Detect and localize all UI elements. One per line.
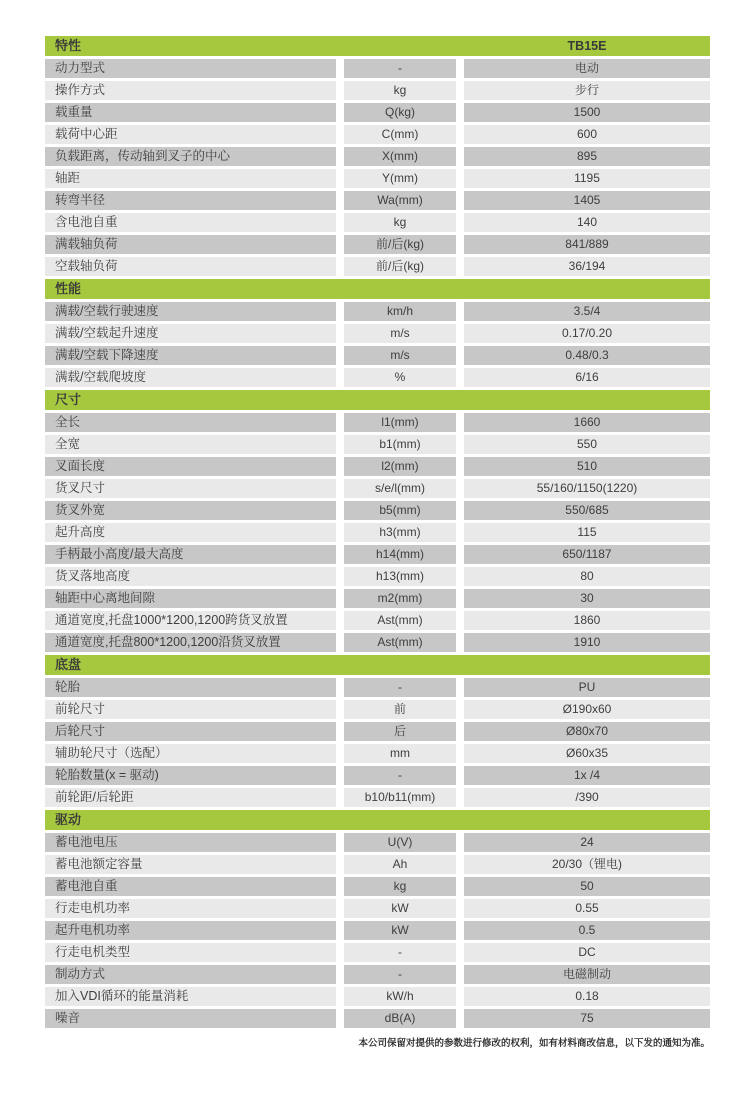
spec-row <box>45 213 710 232</box>
spec-unit: - <box>344 678 456 697</box>
spec-row <box>45 567 710 586</box>
spec-unit: m/s <box>344 324 456 343</box>
spec-value: 36/194 <box>464 257 710 276</box>
spec-name: 通道宽度,托盘1000*1200,1200跨货叉放置 <box>45 611 336 630</box>
spec-name: 满载/空载爬坡度 <box>45 368 336 387</box>
spec-row <box>45 235 710 254</box>
spec-name: 满载/空载行驶速度 <box>45 302 336 321</box>
section-bar <box>45 390 710 410</box>
spec-unit: U(V) <box>344 833 456 852</box>
spec-value: 30 <box>464 589 710 608</box>
spec-unit: kg <box>344 213 456 232</box>
spec-name: 货叉尺寸 <box>45 479 336 498</box>
spec-unit: 前/后(kg) <box>344 235 456 254</box>
spec-name: 通道宽度,托盘800*1200,1200沿货叉放置 <box>45 633 336 652</box>
spec-row <box>45 302 710 321</box>
header-title: 特性 <box>55 38 82 53</box>
spec-row <box>45 147 710 166</box>
spec-unit: 后 <box>344 722 456 741</box>
spec-unit: s/e/l(mm) <box>344 479 456 498</box>
table-header <box>45 36 710 56</box>
spec-unit: l2(mm) <box>344 457 456 476</box>
spec-unit: kW <box>344 921 456 940</box>
spec-row <box>45 700 710 719</box>
spec-name: 动力型式 <box>45 59 336 78</box>
spec-name: 全长 <box>45 413 336 432</box>
spec-unit: Q(kg) <box>344 103 456 122</box>
spec-name: 噪音 <box>45 1009 336 1028</box>
spec-row <box>45 943 710 962</box>
spec-value: 550 <box>464 435 710 454</box>
spec-value: 50 <box>464 877 710 896</box>
spec-row <box>45 611 710 630</box>
spec-value: 1910 <box>464 633 710 652</box>
spec-unit: X(mm) <box>344 147 456 166</box>
spec-unit: - <box>344 943 456 962</box>
spec-value: 0.18 <box>464 987 710 1006</box>
header-model: TB15E <box>567 39 607 53</box>
spec-name: 满载轴负荷 <box>45 235 336 254</box>
spec-unit: m/s <box>344 346 456 365</box>
spec-row <box>45 788 710 807</box>
spec-value: 0.55 <box>464 899 710 918</box>
spec-row <box>45 257 710 276</box>
section-bar <box>45 655 710 675</box>
spec-name: 蓄电池自重 <box>45 877 336 896</box>
spec-row <box>45 899 710 918</box>
spec-row <box>45 125 710 144</box>
spec-name: 起升高度 <box>45 523 336 542</box>
spec-unit: h3(mm) <box>344 523 456 542</box>
spec-row <box>45 987 710 1006</box>
spec-row <box>45 633 710 652</box>
section-title: 驱动 <box>55 812 82 827</box>
footer-note: 本公司保留对提供的参数进行修改的权利，如有材料商改信息，以下发的通知为准。 <box>358 1038 710 1049</box>
section-title: 尺寸 <box>55 392 82 407</box>
spec-value: 75 <box>464 1009 710 1028</box>
spec-value: 步行 <box>464 81 710 100</box>
spec-row <box>45 921 710 940</box>
spec-value: 电动 <box>464 59 710 78</box>
spec-name: 全宽 <box>45 435 336 454</box>
spec-name: 转弯半径 <box>45 191 336 210</box>
spec-row <box>45 766 710 785</box>
spec-name: 负载距离，传动轴到叉子的中心 <box>45 147 336 166</box>
spec-unit: 前 <box>344 700 456 719</box>
spec-row <box>45 479 710 498</box>
spec-unit: 前/后(kg) <box>344 257 456 276</box>
spec-row <box>45 169 710 188</box>
header-unit-spacer <box>344 36 456 56</box>
spec-name: 辅助轮尺寸（选配） <box>45 744 336 763</box>
spec-unit: C(mm) <box>344 125 456 144</box>
spec-name: 制动方式 <box>45 965 336 984</box>
spec-value: 550/685 <box>464 501 710 520</box>
spec-value: 140 <box>464 213 710 232</box>
spec-row <box>45 722 710 741</box>
spec-row <box>45 877 710 896</box>
spec-unit: % <box>344 368 456 387</box>
spec-name: 加入VDI循环的能量消耗 <box>45 987 336 1006</box>
spec-row <box>45 545 710 564</box>
spec-value: 电磁制动 <box>464 965 710 984</box>
spec-value: /390 <box>464 788 710 807</box>
spec-name: 满载/空载起升速度 <box>45 324 336 343</box>
spec-name: 满载/空载下降速度 <box>45 346 336 365</box>
spec-value: 80 <box>464 567 710 586</box>
spec-name: 轮胎 <box>45 678 336 697</box>
spec-row <box>45 589 710 608</box>
spec-value: 650/1187 <box>464 545 710 564</box>
spec-unit: Ah <box>344 855 456 874</box>
spec-name: 载重量 <box>45 103 336 122</box>
spec-table <box>45 36 710 1028</box>
spec-name: 蓄电池额定容量 <box>45 855 336 874</box>
spec-name: 行走电机类型 <box>45 943 336 962</box>
spec-value: 1660 <box>464 413 710 432</box>
spec-row <box>45 1009 710 1028</box>
spec-unit: m2(mm) <box>344 589 456 608</box>
spec-row <box>45 855 710 874</box>
spec-value: 115 <box>464 523 710 542</box>
spec-row <box>45 833 710 852</box>
spec-value: 510 <box>464 457 710 476</box>
spec-value: 24 <box>464 833 710 852</box>
spec-value: PU <box>464 678 710 697</box>
spec-value: 20/30（锂电) <box>464 855 710 874</box>
spec-row <box>45 346 710 365</box>
spec-name: 前轮尺寸 <box>45 700 336 719</box>
spec-unit: kW <box>344 899 456 918</box>
spec-value: 3.5/4 <box>464 302 710 321</box>
spec-unit: mm <box>344 744 456 763</box>
spec-name: 手柄最小高度/最大高度 <box>45 545 336 564</box>
spec-row <box>45 678 710 697</box>
spec-unit: kW/h <box>344 987 456 1006</box>
spec-value: Ø190x60 <box>464 700 710 719</box>
spec-row <box>45 59 710 78</box>
spec-unit: Ast(mm) <box>344 633 456 652</box>
spec-unit: Wa(mm) <box>344 191 456 210</box>
section-bar <box>45 279 710 299</box>
spec-table-body <box>45 59 710 1028</box>
spec-value: 1860 <box>464 611 710 630</box>
spec-name: 操作方式 <box>45 81 336 100</box>
spec-unit: Y(mm) <box>344 169 456 188</box>
spec-value: 0.17/0.20 <box>464 324 710 343</box>
spec-name: 后轮尺寸 <box>45 722 336 741</box>
spec-row <box>45 744 710 763</box>
spec-value: 0.48/0.3 <box>464 346 710 365</box>
section-title: 底盘 <box>55 657 82 672</box>
spec-unit: b5(mm) <box>344 501 456 520</box>
spec-row <box>45 523 710 542</box>
spec-name: 起升电机功率 <box>45 921 336 940</box>
spec-name: 前轮距/后轮距 <box>45 788 336 807</box>
spec-value: 841/889 <box>464 235 710 254</box>
spec-name: 货叉外宽 <box>45 501 336 520</box>
spec-row <box>45 81 710 100</box>
spec-row <box>45 457 710 476</box>
spec-value: 1405 <box>464 191 710 210</box>
spec-unit: Ast(mm) <box>344 611 456 630</box>
spec-value: 895 <box>464 147 710 166</box>
spec-row <box>45 501 710 520</box>
spec-value: DC <box>464 943 710 962</box>
spec-unit: h13(mm) <box>344 567 456 586</box>
spec-unit: - <box>344 965 456 984</box>
spec-name: 轮胎数量(x = 驱动) <box>45 766 336 785</box>
spec-row <box>45 368 710 387</box>
spec-value: 600 <box>464 125 710 144</box>
spec-unit: dB(A) <box>344 1009 456 1028</box>
spec-unit: b1(mm) <box>344 435 456 454</box>
spec-row <box>45 191 710 210</box>
spec-unit: l1(mm) <box>344 413 456 432</box>
section-title: 性能 <box>55 281 82 296</box>
spec-name: 货叉落地高度 <box>45 567 336 586</box>
spec-unit: kg <box>344 877 456 896</box>
spec-row <box>45 413 710 432</box>
spec-row <box>45 435 710 454</box>
spec-unit: - <box>344 59 456 78</box>
spec-name: 轴距中心离地间隙 <box>45 589 336 608</box>
section-bar <box>45 810 710 830</box>
spec-name: 轴距 <box>45 169 336 188</box>
spec-row <box>45 324 710 343</box>
spec-name: 载荷中心距 <box>45 125 336 144</box>
spec-row <box>45 103 710 122</box>
spec-row <box>45 965 710 984</box>
spec-value: 0.5 <box>464 921 710 940</box>
spec-name: 空载轴负荷 <box>45 257 336 276</box>
spec-value: 6/16 <box>464 368 710 387</box>
spec-value: 1500 <box>464 103 710 122</box>
spec-unit: b10/b11(mm) <box>344 788 456 807</box>
spec-unit: h14(mm) <box>344 545 456 564</box>
spec-unit: km/h <box>344 302 456 321</box>
spec-value: Ø60x35 <box>464 744 710 763</box>
spec-value: Ø80x70 <box>464 722 710 741</box>
spec-value: 1195 <box>464 169 710 188</box>
spec-unit: kg <box>344 81 456 100</box>
spec-value: 55/160/1150(1220) <box>464 479 710 498</box>
spec-name: 含电池自重 <box>45 213 336 232</box>
spec-name: 叉面长度 <box>45 457 336 476</box>
spec-name: 蓄电池电压 <box>45 833 336 852</box>
spec-value: 1x /4 <box>464 766 710 785</box>
spec-unit: - <box>344 766 456 785</box>
spec-name: 行走电机功率 <box>45 899 336 918</box>
